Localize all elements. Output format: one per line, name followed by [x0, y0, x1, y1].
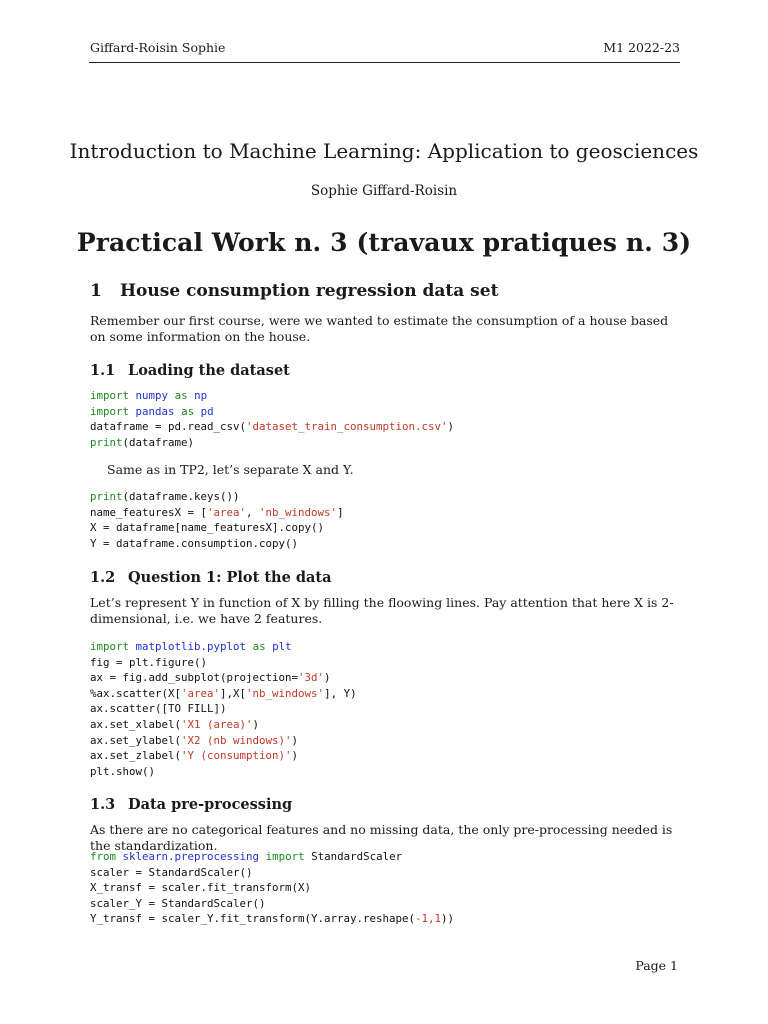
code-block-scaler [90, 849, 454, 927]
code-line: scaler_Y = StandardScaler() [90, 896, 266, 910]
subsection-title: Question 1: Plot the data [128, 569, 332, 586]
header-author: Giffard-Roisin Sophie [90, 40, 226, 55]
practical-work-title: Practical Work n. 3 (travaux pratiques n. 3) [76, 228, 692, 257]
code-line: name_featuresX = ['area', 'nb_windows'] [90, 505, 344, 519]
code-line: Y_transf = scaler_Y.fit_transform(Y.array.reshape(-1,1)) [90, 912, 455, 926]
subsection-title: Loading the dataset [128, 362, 290, 379]
code-block-plot [90, 639, 357, 779]
code-line: import numpy as np [90, 389, 208, 402]
section-title: House consumption regression data set [120, 281, 499, 301]
section-number: 1 [90, 281, 102, 301]
code-line: plt.show() [90, 764, 156, 778]
header-course: M1 2022-23 [603, 40, 680, 55]
subsection-1-3-heading [90, 796, 292, 813]
code-line: dataframe = pd.read_csv('dataset_train_consumption.csv') [90, 420, 455, 434]
code-line: scaler = StandardScaler() [90, 865, 253, 879]
subsection-number: 1.2 [90, 569, 116, 586]
code-line: import pandas as pd [90, 404, 214, 418]
subsection-number: 1.3 [90, 796, 116, 813]
code-line: ax.set_xlabel('X1 (area)') [90, 717, 260, 731]
document-title: Introduction to Machine Learning: Application to geosciences [69, 139, 699, 163]
preprocessing-text: As there are no categorical features and no missing data, the only pre-processing needed is the standardization. [90, 822, 673, 853]
subsection-1-1-heading [90, 362, 290, 379]
code-line: print(dataframe.keys()) [90, 490, 240, 503]
code-block-split [90, 489, 344, 551]
code-line: ax = fig.add_subplot(projection='3d') [90, 671, 331, 685]
code-line: ax.set_ylabel('X2 (nb windows)') [90, 733, 299, 747]
subsection-title: Data pre-processing [128, 796, 293, 813]
question-1-text: Let’s represent Y in function of X by filling the floowing lines. Pay attention that here X is 2-dimensional, i.e. we have 2 features. [90, 595, 674, 626]
header-rule [89, 62, 680, 63]
code-line: %ax.scatter(X['area'],X['nb_windows'], Y) [90, 686, 357, 700]
code-line: ax.set_zlabel('Y (consumption)') [90, 749, 299, 763]
code-line: fig = plt.figure() [90, 655, 208, 669]
code-line: ax.scatter([TO FILL]) [90, 702, 227, 716]
section-1-heading [90, 281, 498, 301]
code-line: from sklearn.preprocessing import StandardScaler [90, 850, 403, 863]
code-line: Y = dataframe.consumption.copy() [90, 536, 299, 550]
subsection-1-2-heading [90, 569, 332, 586]
subsection-number: 1.1 [90, 362, 116, 379]
page-number: Page 1 [635, 958, 678, 973]
code-block-load [90, 388, 454, 450]
code-line: print(dataframe) [90, 435, 195, 449]
separate-note: Same as in TP2, let’s separate X and Y. [107, 462, 354, 477]
section-1-intro: Remember our first course, were we wanted to estimate the consumption of a house based on some information on the house. [90, 313, 669, 344]
code-line: import matplotlib.pyplot as plt [90, 640, 292, 653]
code-line: X = dataframe[name_featuresX].copy() [90, 521, 325, 535]
code-line: X_transf = scaler.fit_transform(X) [90, 881, 312, 895]
document-author: Sophie Giffard-Roisin [310, 183, 458, 199]
